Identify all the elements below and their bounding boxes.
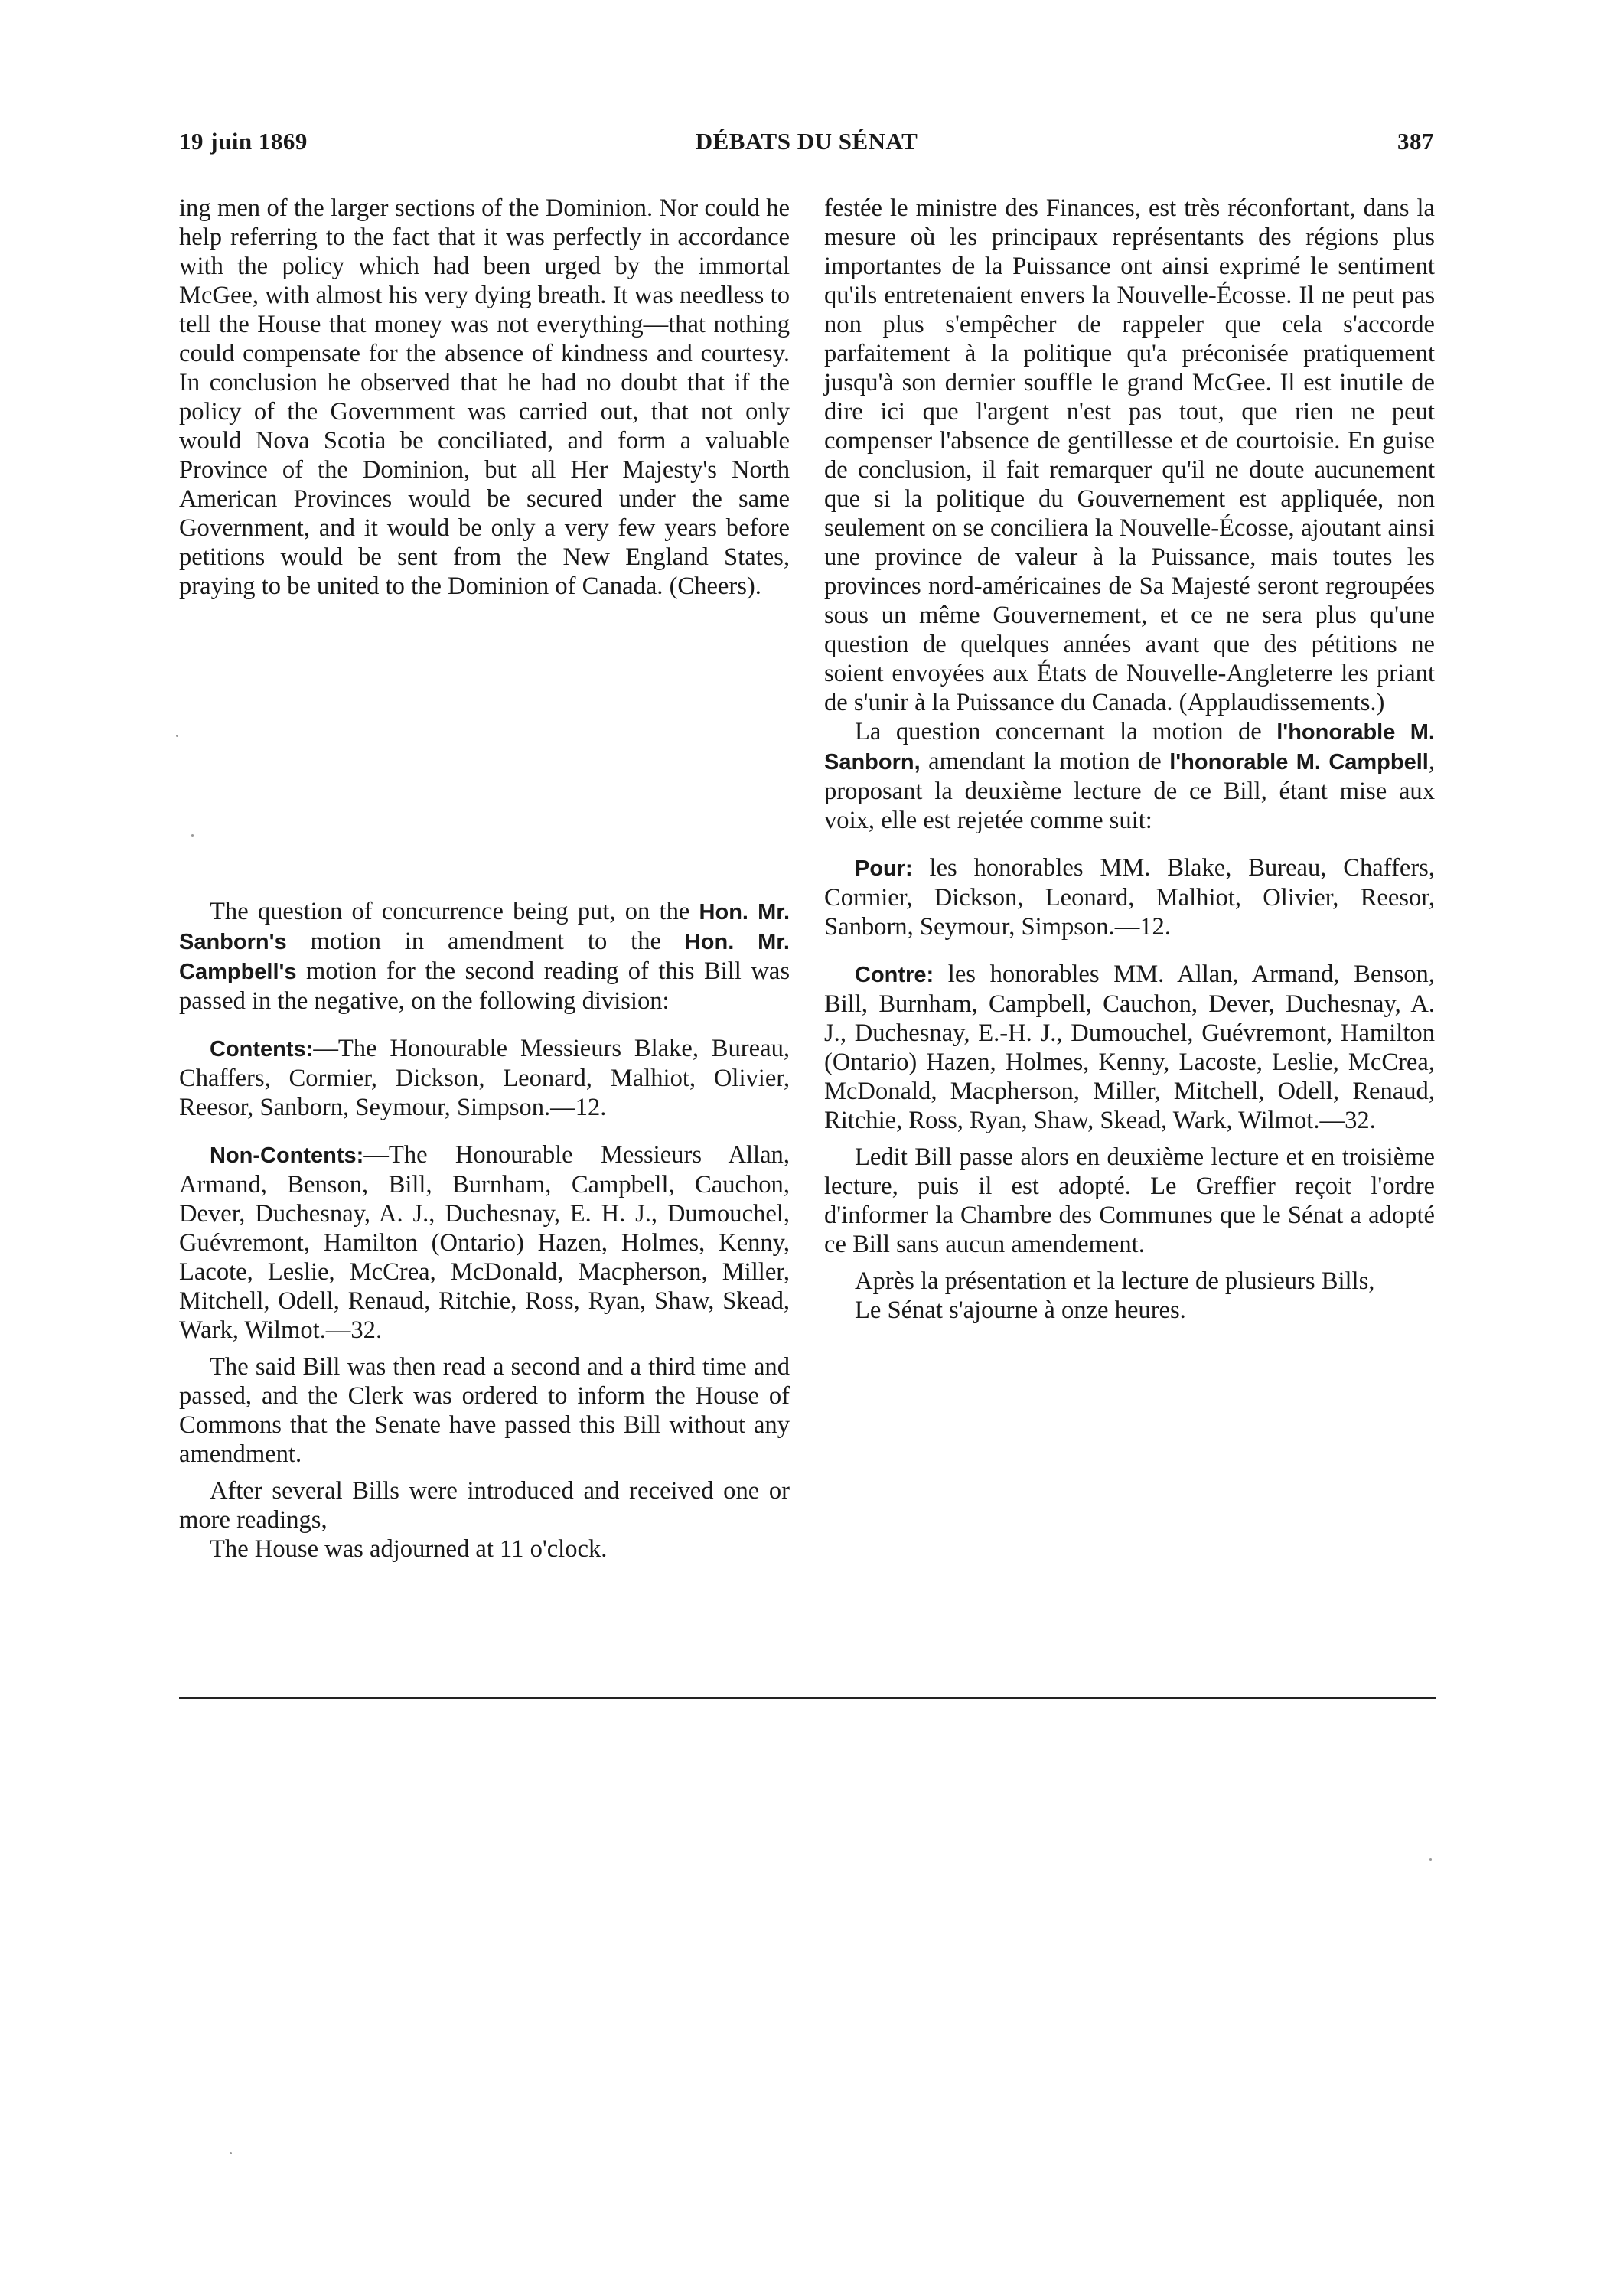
french-several-bills: Après la présentation et la lecture de plusieurs Bills, xyxy=(855,1267,1375,1295)
french-column xyxy=(824,194,1435,1325)
french-name-campbell: l'honorable M. Campbell xyxy=(1169,750,1429,775)
french-question-paragraph: La question concernant la motion de l'honorable M. Sanborn, amendant la motion de l'honorable M. Campbell, proposant la deuxième lecture de ce Bill, étant mise aux voix, elle est rejetée comme suit: xyxy=(824,718,1435,834)
scan-speck xyxy=(191,834,194,837)
english-question-paragraph: The question of concurrence being put, on the Hon. Mr. Sanborn's motion in amendment to the Hon. Mr. Campbell's motion for the second reading of this Bill was passed in the negative, on the following division: xyxy=(179,898,790,1015)
scan-speck xyxy=(176,735,178,737)
end-rule xyxy=(179,1697,1436,1699)
french-adjourned: Le Sénat s'ajourne à onze heures. xyxy=(855,1296,1186,1324)
contents-label: Contents: xyxy=(210,1037,314,1062)
english-speech-continuation: ing men of the larger sections of the Dominion. Nor could he help referring to the fact that it was perfectly in accordance with the policy which had been urged by the immortal McGee, with almost his very dying breath. It was needless to tell the House that money was not everything—that nothing could compensate for the absence of kindness and courtesy. In conclusion he observed that he had no doubt that if the policy of the Government was carried out, that not only would Nova Scotia be conciliated, and form a valuable Province of the Dominion, but all Her Majesty's North American Provinces would be secured under the same Government, and it would be only a very few years before petitions would be sent from the New England States, praying to be united to the Dominion of Canada. (Cheers). xyxy=(179,194,790,600)
running-title: DÉBATS DU SÉNAT xyxy=(695,128,918,155)
french-pour-vote: Pour: les honorables MM. Blake, Bureau, Chaffers, Cormier, Dickson, Leonard, Malhiot, Olivier, Reesor, Sanborn, Seymour, Simpson.—12. xyxy=(824,854,1435,941)
english-contents-vote: Contents:—The Honourable Messieurs Blake, Bureau, Chaffers, Cormier, Dickson, Leonard, Malhiot, Olivier, Reesor, Sanborn, Seymour, Simpson.—12. xyxy=(179,1035,790,1121)
french-speech-continuation: festée le ministre des Finances, est très réconfortant, dans la mesure où les principaux représentants des régions plus importantes de la Puissance ont ainsi exprimé le sentiment qu'ils entretenaient envers la Nouvelle-Écosse. Il ne peut pas non plus s'empêcher de rappeler que cela s'accorde parfaitement à la politique qu'a préconisée pratiquement jusqu'à son dernier souffle le grand McGee. Il est inutile de dire ici que l'argent n'est pas tout, que rien ne peut compenser l'absence de gentillesse et de courtoisie. En guise de conclusion, il fait remarquer qu'il ne doute aucunement que si la politique du Gouvernement est appliquée, non seulement on se conciliera la Nouvelle-Écosse, ajoutant ainsi une province de valeur à la Puissance, mais toutes les provinces nord-américaines de Sa Majesté seront regroupées sous un même Gouvernement, et ce ne sera plus qu'une question de quelques années avant que des pétitions ne soient envoyées aux États de Nouvelle-Angleterre les priant de s'unir à la Puissance du Canada. (Applaudissements.) xyxy=(824,194,1435,716)
scan-speck xyxy=(230,2152,232,2154)
french-contre-vote: Contre: les honorables MM. Allan, Armand, Benson, Bill, Burnham, Campbell, Cauchon, Dever, Duchesnay, A. J., Duchesnay, E.-H. J., Dumouchel, Guévremont, Hamilton (Ontario) Hazen, Holmes, Kenny, Lacoste, Leslie, McCrea, McDonald, Macpherson, Miller, Mitchell, Odell, Renaud, Ritchie, Ross, Ryan, Shaw, Skead, Wark, Wilmot.—32. xyxy=(824,960,1435,1134)
english-name-sanborn: Hon. Mr. Sanborn's xyxy=(179,900,790,954)
french-bill-passed: Ledit Bill passe alors en deuxième lecture et en troisième lecture, puis il est adopté. Le Greffier reçoit l'ordre d'informer la Chambre des Communes que le Sénat a adopté ce Bill sans aucun amendement. xyxy=(824,1143,1435,1258)
pour-label: Pour: xyxy=(855,856,913,881)
page-header xyxy=(179,128,1434,161)
french-name-sanborn: l'honorable M. Sanborn, xyxy=(824,720,1435,775)
english-column-top xyxy=(179,194,790,601)
english-non-contents-vote: Non-Contents:—The Honourable Messieurs Allan, Armand, Benson, Bill, Burnham, Campbell, Cauchon, Dever, Duchesnay, A. J., Duchesnay, E. H. J., Dumouchel, Guévremont, Hamilton (Ontario) Hazen, Holmes, Kenny, Lacote, Leslie, McCrea, McDonald, Macpherson, Miller, Mitchell, Odell, Renaud, Ritchie, Ross, Ryan, Shaw, Skead, Wark, Wilmot.—32. xyxy=(179,1141,790,1344)
header-date: 19 juin 1869 xyxy=(179,128,308,155)
contre-label: Contre: xyxy=(855,963,934,987)
english-column-bottom xyxy=(179,897,790,1564)
english-name-campbell: Hon. Mr. Campbell's xyxy=(179,930,790,984)
scan-speck xyxy=(1429,1858,1432,1861)
non-contents-label: Non-Contents: xyxy=(210,1143,364,1168)
page-number: 387 xyxy=(1397,128,1434,155)
english-adjourned: The House was adjourned at 11 o'clock. xyxy=(210,1535,608,1563)
english-bill-passed: The said Bill was then read a second and a third time and passed, and the Clerk was ordered to inform the House of Commons that the Senate have passed this Bill without any amendment. xyxy=(179,1353,790,1468)
english-several-bills: After several Bills were introduced and received one or more readings, xyxy=(179,1477,790,1534)
